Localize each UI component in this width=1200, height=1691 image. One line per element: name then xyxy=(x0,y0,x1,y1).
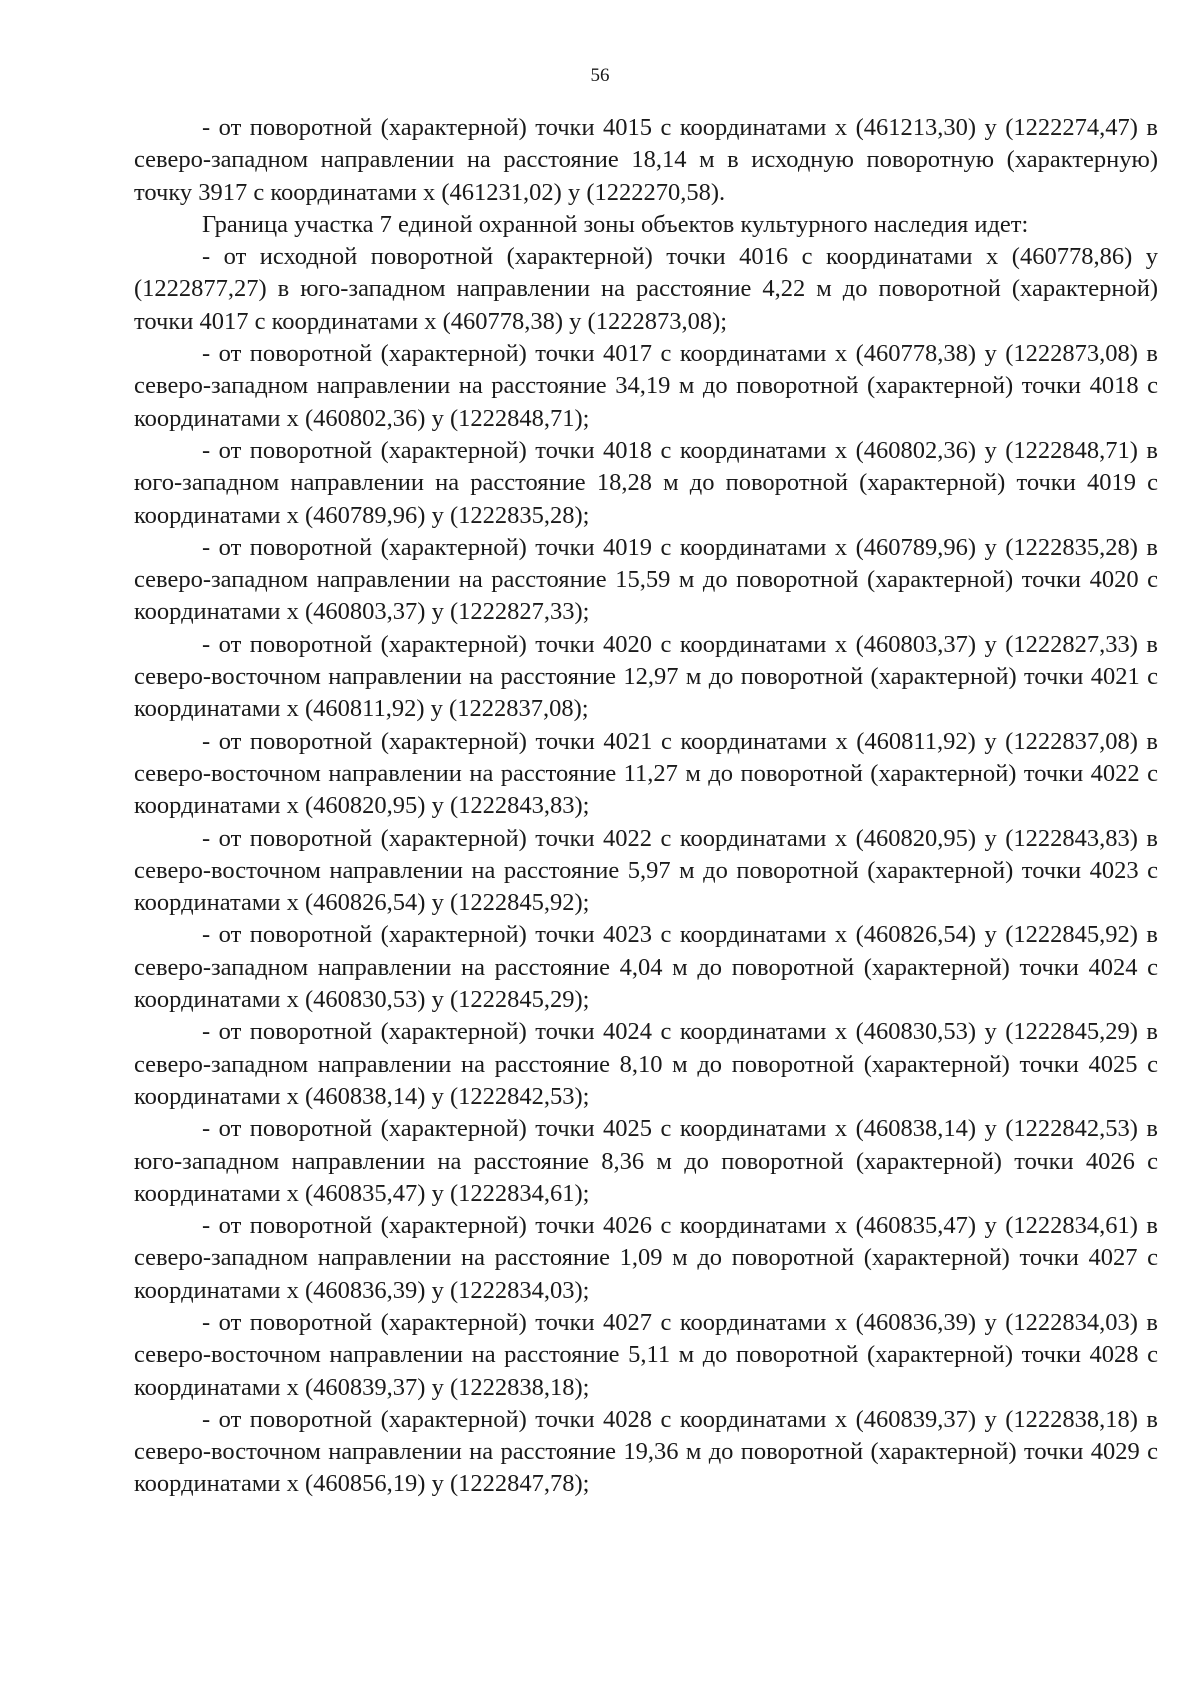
body-text xyxy=(134,112,1158,1501)
paragraph: - от поворотной (характерной) точки 4024 с координатами x (460830,53) y (1222845,29) в северо-западном направлении на расстояние 8,10 м до поворотной (характерной) точки 4025 с координатами x (460838,14) y (1222842,53); xyxy=(134,1018,1158,1110)
paragraph: - от поворотной (характерной) точки 4026 с координатами x (460835,47) y (1222834,61) в северо-западном направлении на расстояние 1,09 м до поворотной (характерной) точки 4027 с координатами x (460836,39) y (1222834,03); xyxy=(134,1212,1158,1304)
paragraph: - от поворотной (характерной) точки 4022 с координатами x (460820,95) y (1222843,83) в северо-восточном направлении на расстояние 5,97 м до поворотной (характерной) точки 4023 с координатами x (460826,54) y (1222845,92); xyxy=(134,824,1158,917)
paragraph: - от поворотной (характерной) точки 4023 с координатами x (460826,54) y (1222845,92) в северо-западном направлении на расстояние 4,04 м до поворотной (характерной) точки 4024 с координатами x (460830,53) y (1222845,29); xyxy=(134,921,1158,1014)
paragraph: - от поворотной (характерной) точки 4017 с координатами x (460778,38) y (1222873,08) в северо-западном направлении на расстояние 34,19 м до поворотной (характерной) точки 4018 с координатами x (460802,36) y (1222848,71); xyxy=(134,340,1158,432)
paragraph: - от поворотной (характерной) точки 4015 с координатами x (461213,30) y (1222274,47) в северо-западном направлении на расстояние 18,14 м в исходную поворотную (характерную) точку 3917 с координатами x (461231,02) y (1222270,58). xyxy=(134,114,1158,206)
paragraph: - от поворотной (характерной) точки 4027 с координатами x (460836,39) y (1222834,03) в северо-восточном направлении на расстояние 5,11 м до поворотной (характерной) точки 4028 с координатами x (460839,37) y (1222838,18); xyxy=(134,1308,1158,1401)
paragraph: - от поворотной (характерной) точки 4028 с координатами x (460839,37) y (1222838,18) в северо-восточном направлении на расстояние 19,36 м до поворотной (характерной) точки 4029 с координатами x (460856,19) y (1222847,78); xyxy=(134,1405,1158,1498)
page-number: 56 xyxy=(590,65,610,86)
paragraph: - от поворотной (характерной) точки 4018 с координатами x (460802,36) y (1222848,71) в юго-западном направлении на расстояние 18,28 м до поворотной (характерной) точки 4019 с координатами x (460789,96) y (1222835,28); xyxy=(134,436,1158,529)
section-heading-paragraph: Граница участка 7 единой охранной зоны объектов культурного наследия идет: xyxy=(202,210,1029,238)
paragraph: - от исходной поворотной (характерной) точки 4016 с координатами x (460778,86) y (1222877,27) в юго-западном направлении на расстояние 4,22 м до поворотной (характерной) точки 4017 с координатами x (460778,38) y (1222873,08); xyxy=(134,243,1158,335)
paragraph: - от поворотной (характерной) точки 4020 с координатами x (460803,37) y (1222827,33) в северо-восточном направлении на расстояние 12,97 м до поворотной (характерной) точки 4021 с координатами x (460811,92) y (1222837,08); xyxy=(134,630,1158,723)
paragraph: - от поворотной (характерной) точки 4025 с координатами x (460838,14) y (1222842,53) в юго-западном направлении на расстояние 8,36 м до поворотной (характерной) точки 4026 с координатами x (460835,47) y (1222834,61); xyxy=(134,1115,1158,1207)
paragraph: - от поворотной (характерной) точки 4019 с координатами x (460789,96) y (1222835,28) в северо-западном направлении на расстояние 15,59 м до поворотной (характерной) точки 4020 с координатами x (460803,37) y (1222827,33); xyxy=(134,533,1158,626)
paragraph: - от поворотной (характерной) точки 4021 с координатами x (460811,92) y (1222837,08) в северо-восточном направлении на расстояние 11,27 м до поворотной (характерной) точки 4022 с координатами x (460820,95) y (1222843,83); xyxy=(134,727,1158,820)
